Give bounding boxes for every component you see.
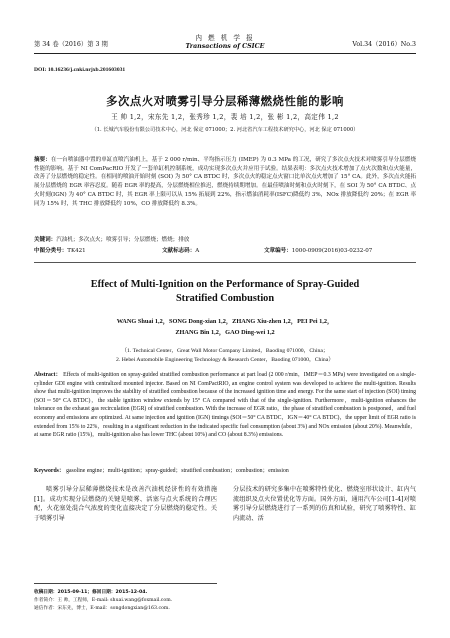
abstract-en-label: Abstract：: [34, 372, 62, 378]
affiliation-en-line2: 2. Hebei Automobile Engineering Technology & Research Center，Baoding 071000，China）: [116, 356, 334, 363]
volume-issue-cn: 第 34 卷（2016）第 3 期: [34, 41, 108, 48]
footnote-received: 收稿日期：2015-09-11；修回日期：2015-12-04.: [34, 590, 148, 595]
clc-label: 中图分类号：: [34, 248, 68, 254]
article-number: [264, 246, 372, 254]
article-number-label: 文章编号：: [264, 248, 292, 254]
article-number-value: 1000-0909(2016)03-0232-07: [291, 248, 373, 254]
authors-en-line2: ZHANG Bin 1,2，GAO Ding-wei 1,2: [175, 329, 275, 336]
keywords-en: [34, 467, 416, 476]
abstract-en-text: Effects of multi-ignition on spray-guided stratified combustion performance at part load (2 000 r/min，IMEP＝0.3 MPa) were investigated on a single-cylinder GDI engine with centralized mounted injector. Based on NI ComPactRIO, an engine control system was developed to achieve the multi-ignition. Results show that multi-ignition improves the stability of stratified combustion because of the increased ignition time and energy. For the same start of injection (SOI) timing (SOI＝50° CA BTDC)，the stable ignition window extends by 15° CA compared with that of the single-ignition. Furthermore，multi-ignition enhances the tolerance on the exhaust gas recirculation (EGR) of stratified combustion. With the increase of EGR ratio，the phase of stratified combustion is postponed，and fuel economy and emissions are optimized. At same injection and ignition (IGN) timings (SOI＝50° CA BTDC，IGN＝40° CA BTDC)，the upper limit of EGR ratio is extended from 15% to 22%，resulting in a significant reduction in the indicated specific fuel consumption (about 3%) and NOx emission (about 20%). Meanwhile，at same EGR ratio (15%)，multi-ignition also has lower THC (about 10%) and CO (about 8.3%) emissions.: [34, 372, 416, 439]
keywords-cn-label: 关键词：: [34, 237, 57, 243]
keywords-en-text: gasoline engine；multi-ignition；spray-guided；stratified combustion；combustion；emission: [66, 468, 289, 474]
volume-issue-en: Vol.34（2016）No.3: [352, 41, 416, 48]
footnote-corresponding: 通信作者：宋东先，博士，E-mail：songdongxian@163.com.: [34, 606, 170, 611]
affiliation-en: [0, 347, 450, 365]
doi[interactable]: DOI: 10.16236/j.cnki.nrjxb.201603031: [34, 67, 126, 73]
title-en: [0, 278, 450, 306]
document-code: [162, 246, 199, 254]
section-divider: [34, 262, 416, 263]
authors-en: [0, 316, 450, 338]
affiliation-cn: （1. 长城汽车股份有限公司技术中心，河北 保定 071000；2. 河北省汽车工程技术研究中心，河北 保定 071000）: [91, 127, 359, 133]
journal-name-cn: 内 燃 机 学 报: [195, 34, 255, 42]
clc-number: [34, 246, 86, 254]
abstract-en: [34, 371, 416, 440]
classification-row: [34, 246, 416, 255]
body-column-left: 喷雾引导分层稀薄燃烧技术是改善汽油机经济性的有效措施[1]。成功实现分层燃烧的关键是喷雾、活塞与点火系统的合理匹配，火花塞处混合气浓度的变化直接决定了分层燃烧的稳定性。关于喷雾引导: [34, 486, 217, 522]
keywords-cn: [34, 236, 416, 245]
abstract-cn: [34, 156, 416, 208]
keywords-cn-text: 汽油机；多次点火；喷雾引导；分层燃烧；燃烧；排放: [56, 237, 190, 243]
clc-value: TK421: [67, 248, 86, 254]
authors-cn: 王 帅 1,2，宋东先 1,2，张秀珍 1,2，裴 培 1,2，张 彬 1,2，高定伟 1,2: [111, 113, 339, 121]
keywords-en-label: Keywords：: [34, 468, 65, 474]
running-header: [34, 29, 416, 54]
title-en-line1: Effect of Multi-Ignition on the Performance of Spray-Guided: [90, 279, 360, 290]
footnote-box: [34, 583, 217, 613]
document-code-label: 文献标志码：: [162, 248, 196, 254]
title-cn: 多次点火对喷雾引导分层稀薄燃烧性能的影响: [106, 94, 344, 108]
body-column-right: 分层技术的研究多集中在喷雾特性优化、燃烧室形状设计、缸内气流组织及点火位置优化等方面。国外方面，通用汽车公司[1-4]对喷雾引导分层燃烧进行了一系列的仿真和试验，研究了喷雾特性、缸内流动、活: [233, 486, 416, 522]
authors-en-line1: WANG Shuai 1,2，SONG Dong-xian 1,2，ZHANG Xiu-zhen 1,2，PEI Pei 1,2，: [116, 318, 334, 325]
abstract-cn-text: 在一台喷油器中置的单缸直喷汽油机上，基于 2 000 r/min、平均指示压力 (IMEP) 为 0.3 MPa 的工况，研究了多次点火技术对喷雾引导分层燃烧性能的影响。基于 NI ComPacRIO 开发了一套单缸机控制系统，成功实现多次点火并应用于试验。结果表明：多次点火技术增加了点火次数和点火能量，改善了分层燃烧的稳定性。在相同的喷油开始时刻 (SOI) 为 50° CA BTDC 时，多次点火的稳定点火窗口比单次点火增加了 15° CA。此外，多次点火能拓展分层燃烧的 EGR 率容忍度。随着 EGR 率的提高，分层燃烧相位推迟，燃烧持续期增加。在最佳喷油时刻和点火时刻下，在 SOI 为 50° CA BTDC、点火时刻(IGN) 为 40° CA BTDC 时，其 EGR 率上限可以从 15% 拓展到 22%，指示燃油消耗率(ISFC)降低约 3%，NOx 排放降低约 20%；在 EGR 率同为 15% 时，其 THC 排放降低约 10%，CO 排放降低约 8.3%。: [34, 157, 416, 207]
document-code-value: A: [195, 248, 200, 254]
abstract-cn-label: 摘要：: [34, 157, 51, 163]
title-en-line2: Stratified Combustion: [175, 293, 275, 304]
journal-name-en: Transactions of CSICE: [185, 43, 265, 50]
affiliation-en-line1: （1. Technical Center，Great Wall Motor Company Limited，Baoding 071000，China；: [121, 348, 329, 354]
footnote-author: 作者简介：王 帅，工程师，E-mail: shuai.wang@foxmail.com.: [34, 598, 173, 603]
